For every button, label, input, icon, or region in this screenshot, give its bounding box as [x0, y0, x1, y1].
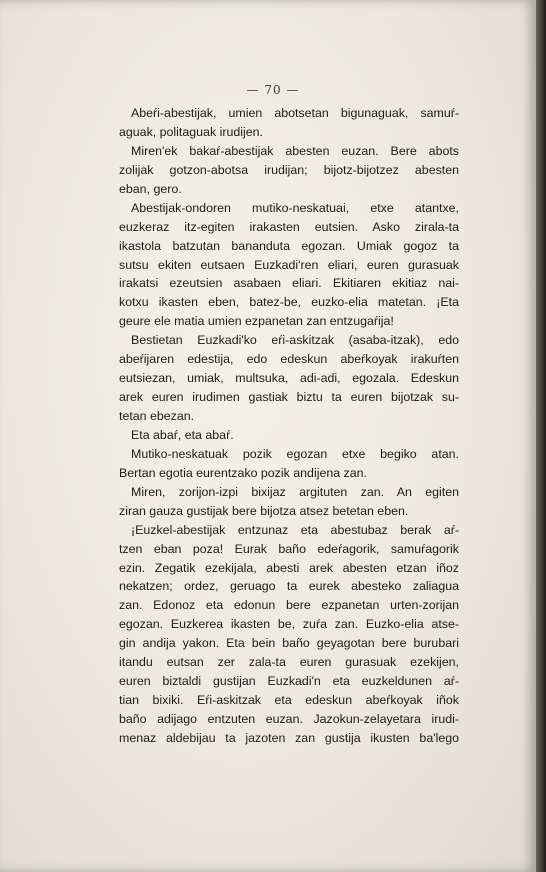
text-line: itandu eutsan zer zala-ta euren gurasuak ezekijen,: [119, 655, 459, 670]
book-spine-edge: [536, 0, 546, 872]
text-line: tian bixiki. Eŕi-askitzak eta edeskun abeŕkoyak iñok: [119, 693, 459, 708]
paragraph: [119, 521, 459, 748]
text-line: ikastola batzutan bananduta egozan. Umiak gogoz ta: [119, 238, 459, 253]
text-line: euren biztaldi gustijan Euzkadi'n eta euzkeldunen aŕ-: [119, 674, 459, 689]
text-line: irakatsi ezeutsien asabaen eliari. Ekitiaren ekitiaz nai-: [119, 276, 459, 291]
paragraph: [119, 426, 459, 445]
paragraph: [119, 445, 459, 483]
paragraph: [119, 104, 459, 142]
text-line: euzkeraz itz-egiten irakasten eutsien. Asko zirala-ta: [119, 219, 459, 234]
text-line: Miren'ek bakaŕ-abestijak abesten euzan. Bere abots: [131, 143, 459, 158]
text-line: kotxu ikasten eben, batez-be, euzko-elia matetan. ¡Eta: [119, 295, 459, 310]
body-text: [119, 104, 459, 748]
text-line: nekatzen; ordez, geruago ta eurek abesteko zaliagua: [119, 579, 459, 594]
text-line: ezin. Zegatik ezekijala, abesti arek abesten etzan iñoz: [119, 560, 459, 575]
text-line: aguak, politaguak irudijen.: [119, 124, 263, 139]
text-line: abeŕijaren edestija, edo edeskun abeŕkoyak irakuŕten: [119, 352, 459, 367]
text-line: Miren, zorijon-izpi bixijaz argituten zan. An egiten: [131, 484, 459, 499]
text-line: zolijak gotzon-abotsa irudijan; bijotz-bijotzez abesten: [119, 162, 459, 177]
text-line: egozan. Euzkerea ikasten be, zuŕa zan. Euzko-elia atse-: [119, 617, 459, 632]
text-line: Mutiko-neskatuak pozik egozan etxe begiko atan.: [131, 446, 459, 461]
text-line: eban, gero.: [119, 181, 182, 196]
text-line: gin andija yakon. Eta bein baño geyagotan bere burubari: [119, 636, 459, 651]
text-line: arek euren irudimen gastiak biztu ta euren bijotzak su-: [119, 390, 459, 405]
page-number: — 70 —: [246, 83, 300, 97]
text-line: Abeŕi-abestijak, umien abotsetan bigunaguak, samuŕ-: [131, 106, 459, 120]
text-line: ziran gauza gustijak bere bijotza atsez betetan eben.: [119, 503, 409, 518]
text-line: Bertan egotia eurentzako pozik andijena zan.: [119, 465, 367, 480]
paragraph: [119, 331, 459, 426]
paragraph: [119, 483, 459, 521]
text-line: sutsu ekiten eutsaen Euzkadi'ren eliari, euren gurasuak: [119, 257, 459, 272]
text-line: tzen eban poza! Eurak baño edeŕagorik, samuŕagorik: [119, 541, 459, 556]
paragraph: [119, 142, 459, 199]
text-line: tetan ebezan.: [119, 409, 195, 423]
text-line: menaz aldebijau ta jazoten zan gustija ikusten ba'lego: [119, 730, 459, 745]
text-line: Eta abaŕ, eta abaŕ.: [131, 427, 234, 442]
text-line: baño adijago entzuten euzan. Jazokun-zelayetara irudi-: [119, 712, 459, 726]
text-line: zan. Edonoz eta edonun bere ezpanetan urten-zorijan: [119, 598, 459, 613]
text-line: eutsiezan, umiak, multsuka, adi-adi, egozala. Edeskun: [119, 371, 459, 386]
text-line: Abestijak-ondoren mutiko-neskatuai, etxe atantxe,: [131, 200, 459, 215]
text-line: ¡Euzkel-abestijak entzunaz eta abestubaz berak aŕ-: [131, 522, 459, 537]
paragraph: [119, 199, 459, 332]
text-line: geure ele matia umien ezpanetan zan entzugaŕija!: [119, 314, 394, 329]
text-line: Bestietan Euzkadi'ko eŕi-askitzak (asaba-itzak), edo: [131, 333, 459, 348]
